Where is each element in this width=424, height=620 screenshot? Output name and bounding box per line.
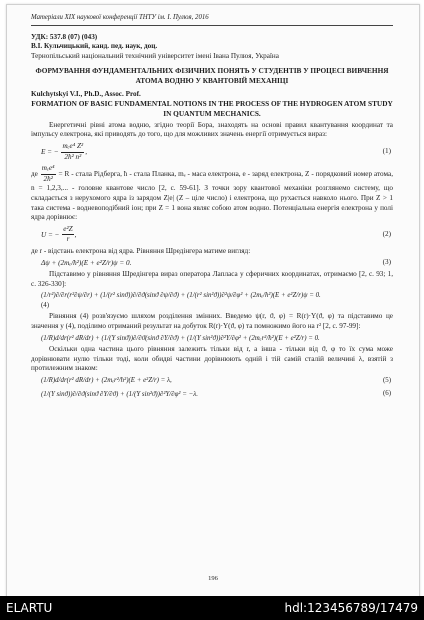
eq1-fraction bbox=[61, 142, 84, 162]
eq6-number: (5) bbox=[382, 377, 391, 385]
title-ua: ФОРМУВАННЯ ФУНДАМЕНТАЛЬНИХ ФІЗИЧНИХ ПОНЯТЬ У СТУДЕНТІВ У ПРОЦЕСІ ВИВЧЕННЯ АТОМА ВОДНЮ У КВАНТОВІЙ МЕХАНІЦІ bbox=[35, 66, 389, 85]
eq2-tail: , bbox=[74, 230, 77, 239]
eq3-number: (3) bbox=[382, 258, 391, 267]
eq1-tail: , bbox=[85, 147, 87, 156]
eq1-number: (1) bbox=[382, 147, 391, 156]
author-ua: В.І. Кульчицький, канд. пед. наук, доц. bbox=[31, 42, 158, 51]
equation-1 bbox=[31, 140, 393, 164]
eq4-number: (4) bbox=[41, 301, 50, 309]
footer-handle-link[interactable]: hdl:123456789/17479 bbox=[284, 601, 418, 615]
eq7-number: (6) bbox=[382, 390, 391, 398]
rydberg-denominator: 2ħ² bbox=[43, 174, 53, 183]
page-content bbox=[31, 13, 393, 401]
p2-text: = R - стала Рідберга, ħ - стала Планка, mₑ - маса електрона, e - заряд електрона, Z - порядковий номер атома, n = 1,2,3,... - головне квантове число [2, с. 59-61]. З точки зору квантової механіки розглянемо систему, що складається з нерухомого ядра із зарядом Z|e| (Z – ціле число) і електрона, що рухається навколо нього. При Z > 1 така система - водневоподібний іон; при Z = 1 вона являє собою атом водню. Потенціальна енергія електрона у полі ядра дорівнює: bbox=[31, 169, 393, 222]
rydberg-numerator: mₑe⁴ bbox=[41, 164, 56, 175]
eq1-lhs: E = − bbox=[41, 147, 59, 156]
eq6-text: (1/R)d/dr(r² dR/dr) + (2mₑr²/ħ²)(E + e²Z/r) = λ, bbox=[41, 377, 172, 385]
equation-5 bbox=[31, 332, 393, 346]
paragraph-3: де r - відстань електрона від ядра. Рівняння Шредінгера матиме вигляд: bbox=[31, 246, 251, 255]
affiliation: Тернопільський національний технічний університет імені Івана Пулюя, Україна bbox=[31, 51, 279, 60]
eq3-text: Δψ + (2mₑ/ħ²)(E + e²Z/r)ψ = 0. bbox=[41, 258, 132, 267]
p2-prefix: де bbox=[31, 169, 38, 178]
author-en: Kulchytskyi V.I., Ph.D., Assoc. Prof. bbox=[31, 89, 141, 98]
equation-2 bbox=[31, 223, 393, 247]
eq2-number: (2) bbox=[382, 230, 391, 239]
paragraph-6: Оскільки одна частина цього рівняння залежить тільки від r, а інша - тільки від ϑ, φ то їх сума може дорівнювати нулю тільки тоді, коли обидві частини дорівнюють одній і тій самій сталій величині λ, взятій з протилежним знаком: bbox=[31, 345, 393, 373]
footer-repository[interactable]: ELARTU bbox=[6, 601, 53, 615]
eq2-numerator: e²Z bbox=[62, 225, 73, 236]
footer-bar bbox=[0, 596, 424, 620]
eq7-text: (1/(Y sinϑ))∂/∂ϑ(sinϑ ∂Y/∂ϑ) + (1/(Y sin²ϑ))∂²Y/∂φ² = −λ. bbox=[41, 390, 198, 398]
document-page bbox=[6, 4, 420, 598]
paragraph-5: Рівняння (4) розв'язуємо шляхом розділення змінних. Введемо ψ(r, ϑ, φ) = R(r)·Y(ϑ, φ) та підставимо це значення у (4), поділимо отриманий результат на добуток R(r)·Y(ϑ, φ) та помножимо його на r² [2, с. 97-99]: bbox=[31, 312, 393, 331]
page-number: 196 bbox=[208, 575, 218, 582]
equation-6 bbox=[31, 374, 393, 388]
paragraph-1: Енергетичні рівні атома водню, згідно теорії Бора, знаходять на основі правил квантування координат та імпульсу електрона, які приводять до того, що для можливих значень енергії отримується вираз: bbox=[31, 120, 393, 139]
paragraph-4: Підставимо у рівняння Шредінгера вираз оператора Лапласа у сферичних координатах, отримаємо [2, с. 93; 1, с. 326-330]: bbox=[31, 270, 393, 288]
eq5-text: (1/R)d/dr(r² dR/dr) + (1/(Y sinϑ))∂/∂ϑ(sinϑ ∂Y/∂ϑ) + (1/(Y sin²ϑ))∂²Y/∂φ² + (2mₑr²/ħ²)(E + e²Z/r) = 0. bbox=[41, 334, 320, 342]
equation-7 bbox=[31, 388, 393, 402]
equation-3 bbox=[31, 257, 393, 271]
eq2-lhs: U = − bbox=[41, 230, 60, 239]
eq1-denominator: 2ħ² n² bbox=[64, 152, 82, 161]
eq1-numerator: mₑe⁴ Z² bbox=[61, 142, 84, 153]
running-header: Матеріали XIX наукової конференції ТНТУ ім. І. Пулюя, 2016 bbox=[31, 13, 393, 26]
title-en: FORMATION OF BASIC FUNDAMENTAL NOTIONS IN THE PROCESS OF THE HYDROGEN ATOM STUDY IN QUANTUM MECHANICS. bbox=[31, 99, 393, 118]
eq2-fraction bbox=[62, 225, 73, 245]
equation-4 bbox=[31, 289, 393, 312]
paragraph-2 bbox=[31, 164, 393, 223]
eq4-text: (1/r²)∂/∂r(r²∂ψ/∂r) + (1/(r² sinϑ))∂/∂ϑ(sinϑ ∂ψ/∂ϑ) + (1/(r² sin²ϑ))∂²ψ/∂φ² + (2mₑ/ħ²)(E + e²Z/r)ψ = 0. bbox=[41, 292, 321, 300]
rydberg-fraction bbox=[41, 164, 56, 184]
eq2-denominator: r bbox=[66, 235, 70, 244]
udk: УДК: 537.8 (07) (043) bbox=[31, 32, 98, 41]
